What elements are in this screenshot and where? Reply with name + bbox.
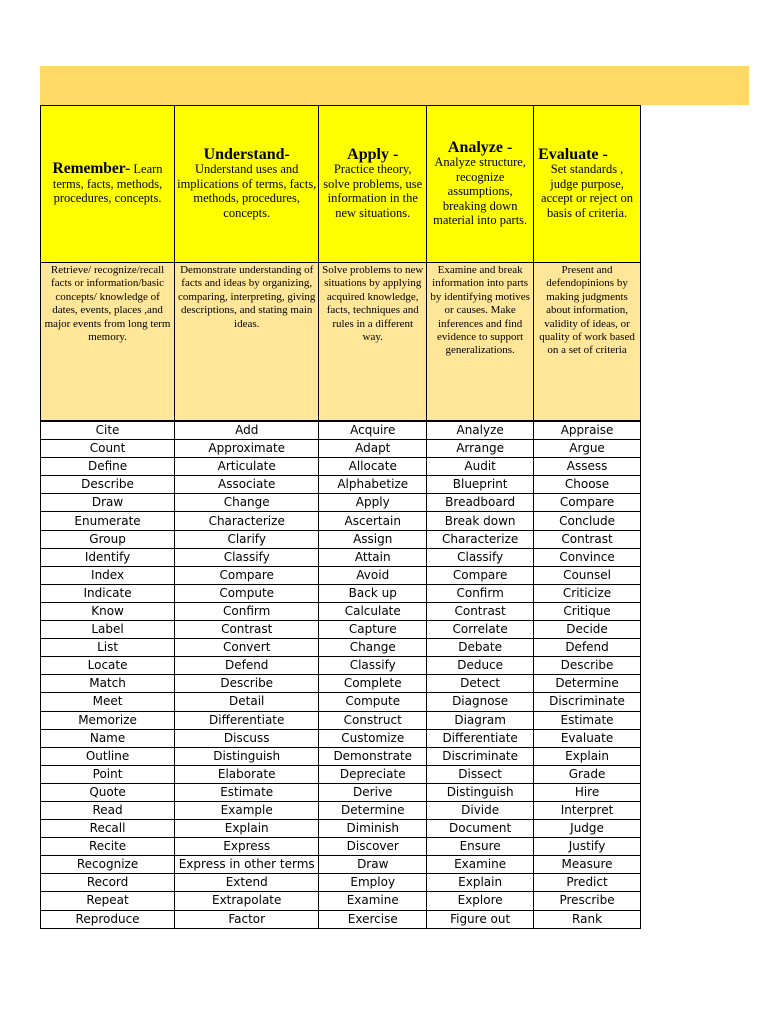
verb-cell: Breadboard (427, 494, 534, 512)
verb-cell: Back up (319, 584, 427, 602)
verb-cell: Label (41, 621, 175, 639)
verb-cell: Draw (319, 856, 427, 874)
verb-cell: Capture (319, 621, 427, 639)
verb-cell: Diagram (427, 711, 534, 729)
description-row (41, 263, 641, 422)
verb-cell: Diagnose (427, 693, 534, 711)
verb-cell: Differentiate (427, 729, 534, 747)
verb-cell: Distinguish (175, 747, 319, 765)
table-row (41, 621, 641, 639)
level-header-understand (175, 106, 319, 263)
description-understand: Demonstrate understanding of facts and ideas by organizing, comparing, interpreting, giving descriptions, and stating main ideas. (175, 263, 319, 422)
description-remember: Retrieve/ recognize/recall facts or information/basic concepts/ knowledge of dates, events, places ,and major events from long term memory. (41, 263, 175, 422)
verb-cell: Repeat (41, 892, 175, 910)
verb-cell: Estimate (175, 783, 319, 801)
verb-cell: Correlate (427, 621, 534, 639)
verb-cell: Judge (534, 820, 641, 838)
verb-cell: Enumerate (41, 512, 175, 530)
verb-cell: Arrange (427, 440, 534, 458)
level-header-remember (41, 106, 175, 263)
verb-cell: Allocate (319, 458, 427, 476)
verb-cell: Count (41, 440, 175, 458)
table-row (41, 910, 641, 928)
verb-cell: Point (41, 765, 175, 783)
table-row (41, 801, 641, 819)
level-title: Evaluate - (538, 145, 608, 163)
level-title: Remember- (52, 160, 131, 178)
verb-cell: Employ (319, 874, 427, 892)
verb-cell: Extrapolate (175, 892, 319, 910)
verb-cell: Cite (41, 421, 175, 440)
verb-cell: Indicate (41, 584, 175, 602)
level-definition: Analyze structure, recognize assumptions, breaking down material into parts. (433, 155, 528, 227)
verb-cell: Examine (319, 892, 427, 910)
bloom-taxonomy-table (40, 105, 641, 929)
level-header-evaluate (534, 106, 641, 263)
verb-cell: Examine (427, 856, 534, 874)
level-title: Understand- (203, 145, 290, 163)
verb-cell: Classify (427, 548, 534, 566)
level-header-apply (319, 106, 427, 263)
verb-cell: Defend (534, 639, 641, 657)
verb-cell: Extend (175, 874, 319, 892)
verb-cell: Memorize (41, 711, 175, 729)
verb-cell: Acquire (319, 421, 427, 440)
verb-cell: Predict (534, 874, 641, 892)
table-row (41, 838, 641, 856)
verb-cell: Compare (427, 566, 534, 584)
verb-cell: Index (41, 566, 175, 584)
table-row (41, 584, 641, 602)
table-row (41, 494, 641, 512)
table-row (41, 729, 641, 747)
table-row (41, 783, 641, 801)
verb-cell: Figure out (427, 910, 534, 928)
verb-cell: Ensure (427, 838, 534, 856)
verb-cell: Differentiate (175, 711, 319, 729)
verb-cell: Apply (319, 494, 427, 512)
verb-cell: Locate (41, 657, 175, 675)
verb-cell: Construct (319, 711, 427, 729)
verb-cell: Complete (319, 675, 427, 693)
verb-cell: Compare (175, 566, 319, 584)
verb-cell: Explain (427, 874, 534, 892)
verb-cell: Factor (175, 910, 319, 928)
verb-cell: Appraise (534, 421, 641, 440)
verb-cell: Discuss (175, 729, 319, 747)
verb-cell: Rank (534, 910, 641, 928)
table-row (41, 693, 641, 711)
verb-cell: Interpret (534, 801, 641, 819)
verb-cell: Clarify (175, 530, 319, 548)
level-title: Apply - (347, 145, 399, 163)
verb-cell: Associate (175, 476, 319, 494)
verb-cell: Evaluate (534, 729, 641, 747)
verb-cell: Read (41, 801, 175, 819)
verb-cell: Diminish (319, 820, 427, 838)
verb-cell: Defend (175, 657, 319, 675)
verb-cell: Deduce (427, 657, 534, 675)
verb-cell: Define (41, 458, 175, 476)
verb-cell: Express (175, 838, 319, 856)
verb-cell: Add (175, 421, 319, 440)
verb-cell: Argue (534, 440, 641, 458)
table-row (41, 657, 641, 675)
verb-cell: Calculate (319, 602, 427, 620)
level-header-row (41, 106, 641, 263)
verb-cell: Critique (534, 602, 641, 620)
verb-cell: Know (41, 602, 175, 620)
verb-cell: Compute (175, 584, 319, 602)
verb-cell: Compare (534, 494, 641, 512)
verb-cell: Convince (534, 548, 641, 566)
verb-cell: Blueprint (427, 476, 534, 494)
verb-cell: Analyze (427, 421, 534, 440)
verb-cell: Counsel (534, 566, 641, 584)
verb-cell: Assess (534, 458, 641, 476)
table-row (41, 476, 641, 494)
verb-cell: Ascertain (319, 512, 427, 530)
level-header-analyze (427, 106, 534, 263)
table-row (41, 602, 641, 620)
table-row (41, 675, 641, 693)
verb-cell: Compute (319, 693, 427, 711)
table-row (41, 421, 641, 440)
verb-cell: Determine (319, 801, 427, 819)
verb-cell: Assign (319, 530, 427, 548)
verb-cell: Elaborate (175, 765, 319, 783)
verb-cell: Detail (175, 693, 319, 711)
verb-cell: Derive (319, 783, 427, 801)
verb-cell: Express in other terms (175, 856, 319, 874)
verb-cell: Estimate (534, 711, 641, 729)
table-row (41, 856, 641, 874)
table-row (41, 765, 641, 783)
verb-cell: Record (41, 874, 175, 892)
table-row (41, 512, 641, 530)
verb-cell: Prescribe (534, 892, 641, 910)
verb-cell: Group (41, 530, 175, 548)
verb-cell: Contrast (175, 621, 319, 639)
verb-cell: Articulate (175, 458, 319, 476)
verb-cell: Divide (427, 801, 534, 819)
verb-cell: Change (175, 494, 319, 512)
verb-cell: Discriminate (427, 747, 534, 765)
verb-cell: Dissect (427, 765, 534, 783)
verb-cell: Change (319, 639, 427, 657)
verb-cell: Identify (41, 548, 175, 566)
description-evaluate: Present and defendopinions by making judgments about information, validity of ideas, or quality of work based on a set of criteria (534, 263, 641, 422)
level-definition: Understand uses and implications of terms, facts, methods, procedures, concepts. (177, 162, 317, 220)
table-row (41, 711, 641, 729)
verb-cell: Meet (41, 693, 175, 711)
verb-cell: Outline (41, 747, 175, 765)
verb-cell: Confirm (427, 584, 534, 602)
verb-cell: Contrast (427, 602, 534, 620)
table-row (41, 892, 641, 910)
verb-cell: Convert (175, 639, 319, 657)
verb-cell: Choose (534, 476, 641, 494)
verb-cell: Name (41, 729, 175, 747)
verb-cell: Explore (427, 892, 534, 910)
verb-cell: Decide (534, 621, 641, 639)
verb-cell: Debate (427, 639, 534, 657)
verb-cell: Detect (427, 675, 534, 693)
table-row (41, 548, 641, 566)
verb-cell: Reproduce (41, 910, 175, 928)
verb-cell: Break down (427, 512, 534, 530)
verb-cell: Depreciate (319, 765, 427, 783)
verb-cell: Audit (427, 458, 534, 476)
description-analyze: Examine and break information into parts by identifying motives or causes. Make inferences and find evidence to support generalizations. (427, 263, 534, 422)
verb-cell: Discover (319, 838, 427, 856)
verb-cell: Approximate (175, 440, 319, 458)
table-row (41, 530, 641, 548)
verb-cell: Contrast (534, 530, 641, 548)
table-row (41, 566, 641, 584)
header-band (40, 66, 749, 105)
verb-cell: Recite (41, 838, 175, 856)
verb-cell: List (41, 639, 175, 657)
verb-cell: Explain (534, 747, 641, 765)
verb-cell: Exercise (319, 910, 427, 928)
table-row (41, 458, 641, 476)
verb-cell: Characterize (427, 530, 534, 548)
verb-cell: Hire (534, 783, 641, 801)
verb-cell: Quote (41, 783, 175, 801)
verb-cell: Grade (534, 765, 641, 783)
verb-cell: Match (41, 675, 175, 693)
verb-cell: Attain (319, 548, 427, 566)
verb-cell: Adapt (319, 440, 427, 458)
verb-cell: Conclude (534, 512, 641, 530)
verb-cell: Explain (175, 820, 319, 838)
verb-cell: Measure (534, 856, 641, 874)
verb-cell: Document (427, 820, 534, 838)
verb-cell: Classify (319, 657, 427, 675)
table-row (41, 440, 641, 458)
verb-cell: Justify (534, 838, 641, 856)
level-definition: Practice theory, solve problems, use information in the new situations. (323, 162, 423, 220)
verb-cell: Describe (41, 476, 175, 494)
verb-cell: Draw (41, 494, 175, 512)
verb-cell: Discriminate (534, 693, 641, 711)
verb-cell: Criticize (534, 584, 641, 602)
verb-cell: Confirm (175, 602, 319, 620)
table-row (41, 747, 641, 765)
verb-cell: Customize (319, 729, 427, 747)
table-row (41, 874, 641, 892)
verb-cell: Distinguish (427, 783, 534, 801)
verb-cell: Avoid (319, 566, 427, 584)
verb-cell: Determine (534, 675, 641, 693)
verb-cell: Recall (41, 820, 175, 838)
verb-cell: Recognize (41, 856, 175, 874)
verb-cell: Describe (534, 657, 641, 675)
verb-cell: Describe (175, 675, 319, 693)
level-title: Analyze - (447, 138, 513, 156)
verb-cell: Alphabetize (319, 476, 427, 494)
verb-cell: Classify (175, 548, 319, 566)
verb-cell: Demonstrate (319, 747, 427, 765)
table-row (41, 820, 641, 838)
level-definition: Learn terms, facts, methods, procedures, concepts. (52, 162, 163, 206)
level-definition: Set standards , judge purpose, accept or reject on basis of criteria. (541, 162, 634, 220)
table-row (41, 639, 641, 657)
verb-cell: Characterize (175, 512, 319, 530)
description-apply: Solve problems to new situations by applying acquired knowledge, facts, techniques and rules in a different way. (319, 263, 427, 422)
verb-cell: Example (175, 801, 319, 819)
